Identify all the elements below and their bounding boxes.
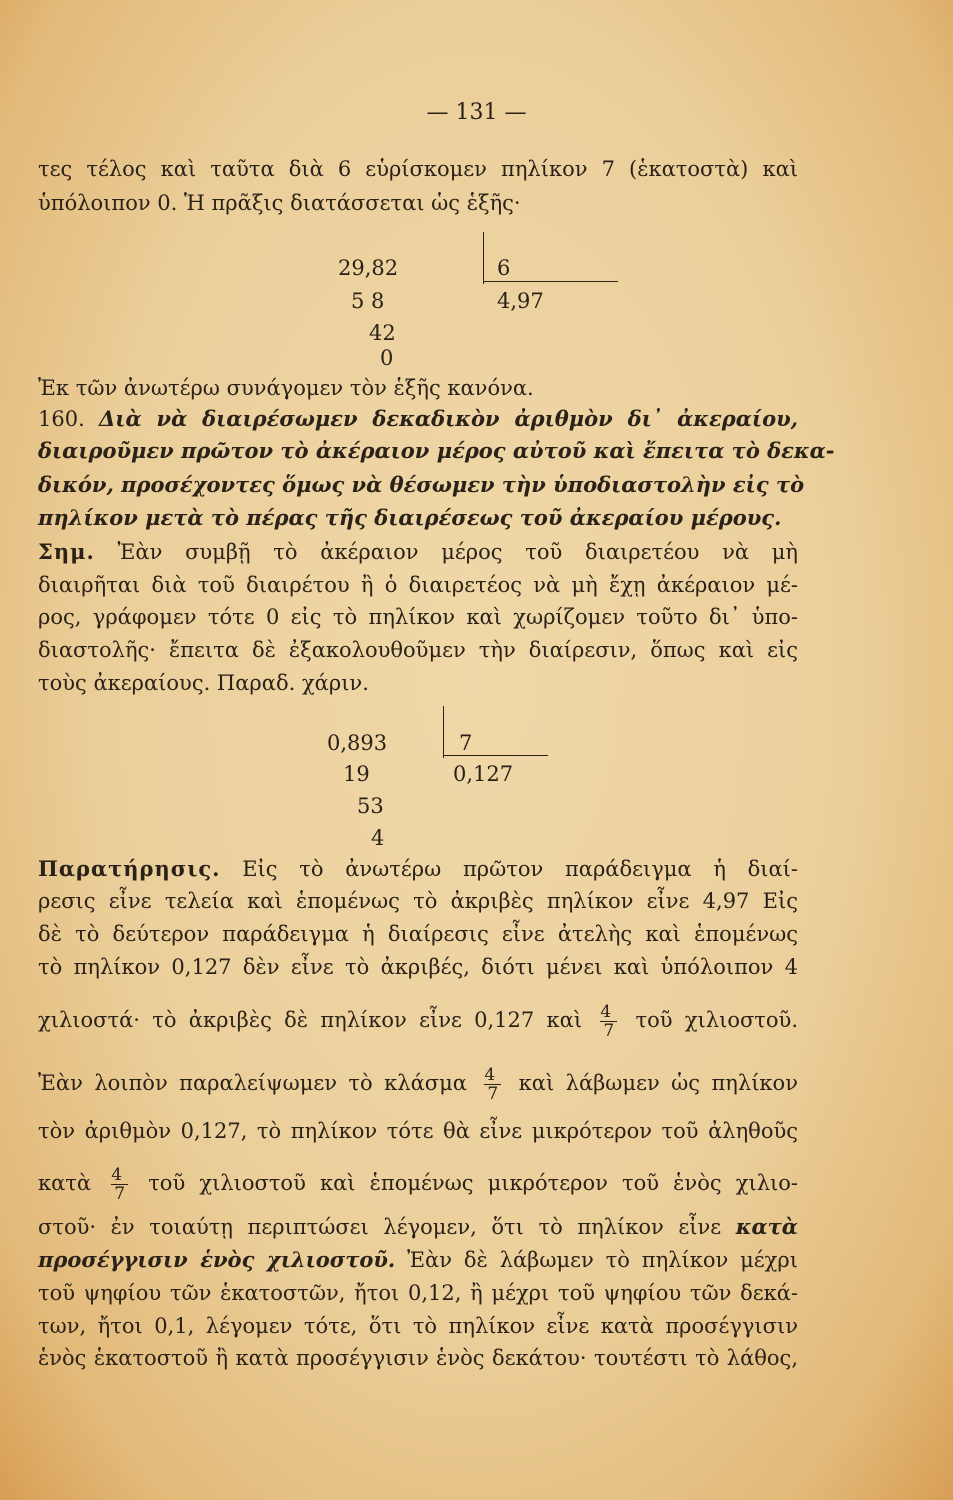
remark-label: Παρατήρησις. xyxy=(38,856,221,881)
text-span: Ἐὰν δὲ λάβωμεν τὸ πηλίκον μέχρι xyxy=(407,1248,798,1272)
divisor: 6 xyxy=(497,256,511,280)
fraction xyxy=(484,1066,501,1103)
text-span: στοῦ· ἐν τοιαύτῃ περιπτώσει λέγομεν, ὅτι τὸ πηλίκον εἶνε xyxy=(38,1215,722,1239)
text-line-with-fraction xyxy=(38,1166,798,1203)
text-line: διαιρῆται διὰ τοῦ διαιρέτου ἢ ὁ διαιρετέος νὰ μὴ ἔχῃ ἀκέραιον μέ- xyxy=(38,573,798,597)
text-line: ἑνὸς ἑκατοστοῦ ἢ κατὰ προσέγγισιν ἑνὸς δεκάτου· τουτέστι τὸ λάθος, xyxy=(38,1346,798,1370)
text-span: Διὰ νὰ διαιρέσωμεν δεκαδικὸν ἀριθμὸν δι᾽ ἀκεραίου, xyxy=(99,406,798,431)
division-rule xyxy=(443,755,548,756)
note-first-line xyxy=(38,538,798,566)
text-span: τοῦ χιλιοστοῦ καὶ ἑπομένως μικρότερον τοῦ ἑνὸς χιλιο- xyxy=(148,1171,798,1195)
text-line: τὸ πηλίκον 0,127 δὲν εἶνε τὸ ἀκριβές, διότι μένει καὶ ὑπόλοιπον 4 xyxy=(38,955,798,979)
text-line: τες τέλος καὶ ταῦτα διὰ 6 εὑρίσκομεν πηλίκον 7 (ἑκατοστὰ) καὶ xyxy=(38,157,798,181)
text-line-with-fraction xyxy=(38,1066,798,1103)
text-line: ρος, γράφομεν τότε 0 εἰς τὸ πηλίκον καὶ χωρίζομεν τοῦτο δι᾽ ὑπο- xyxy=(38,605,798,629)
paragraph-number: 160. xyxy=(38,407,85,431)
text-span: καὶ λάβωμεν ὡς πηλίκον xyxy=(518,1071,798,1095)
text-line: διαστολῆς· ἔπειτα δὲ ἐξακολουθοῦμεν τὴν διαίρεσιν, ὅπως καὶ εἰς xyxy=(38,638,798,662)
quotient: 0,127 xyxy=(453,762,514,786)
text-line xyxy=(38,1246,798,1274)
text-line: πηλίκον μετὰ τὸ πέρας τῆς διαιρέσεως τοῦ ἀκεραίου μέρους. xyxy=(38,505,782,530)
note-label: Σημ. xyxy=(38,539,95,564)
text-line xyxy=(38,1213,798,1241)
fraction-numerator: 4 xyxy=(111,1165,123,1185)
dividend: 29,82 xyxy=(338,256,399,280)
text-span: Εἰς τὸ ἀνωτέρω πρῶτον παράδειγμα ἡ διαί- xyxy=(242,857,798,881)
fraction-denominator: 7 xyxy=(111,1184,128,1203)
division-bar xyxy=(483,232,484,284)
fraction-numerator: 4 xyxy=(600,1002,612,1022)
dividend: 0,893 xyxy=(327,731,388,755)
text-line: διαιροῦμεν πρῶτον τὸ ἀκέραιον μέρος αὐτοῦ καὶ ἔπειτα τὸ δεκα- xyxy=(38,438,835,463)
text-line: τὸν ἀριθμὸν 0,127, τὸ πηλίκον τότε θὰ εἶνε μικρότερον τοῦ ἀληθοῦς xyxy=(38,1119,798,1143)
text-line: ρεσις εἶνε τελεία καὶ ἑπομένως τὸ ἀκριβὲς πηλίκον εἶνε 4,97 Εἰς xyxy=(38,889,798,913)
text-line: τοῦ ψηφίου τῶν ἑκατοστῶν, ἤτοι 0,12, ἢ μέχρι τοῦ ψηφίου τῶν δεκά- xyxy=(38,1281,798,1305)
text-span: προσέγγισιν ἑνὸς χιλιοστοῦ. xyxy=(38,1247,396,1272)
text-span: κατὰ xyxy=(38,1171,92,1195)
text-line: των, ἤτοι 0,1, λέγομεν τότε, ὅτι τὸ πηλίκον εἶνε κατὰ προσέγγισιν xyxy=(38,1314,798,1338)
division-bar xyxy=(443,706,444,758)
text-line: Ἐκ τῶν ἀνωτέρω συνάγομεν τὸν ἑξῆς κανόνα. xyxy=(38,376,534,400)
text-line: δὲ τὸ δεύτερον παράδειγμα ἡ διαίρεσις εἶνε ἀτελὴς καὶ ἑπομένως xyxy=(38,922,798,946)
fraction xyxy=(111,1166,128,1203)
text-line: δικόν, προσέχοντες ὅμως νὰ θέσωμεν τὴν ὑποδιαστολὴν εἰς τὸ xyxy=(38,472,805,497)
remainder: 19 xyxy=(343,762,370,786)
remainder: 53 xyxy=(357,794,384,818)
remainder: 42 xyxy=(369,321,396,345)
page-number: — 131 — xyxy=(426,100,527,125)
text-span: Ἐὰν συμβῇ τὸ ἀκέραιον μέρος τοῦ διαιρετέου νὰ μὴ xyxy=(117,540,798,564)
fraction xyxy=(600,1003,617,1040)
text-line: ὑπόλοιπον 0. Ἡ πρᾶξις διατάσσεται ὡς ἑξῆς· xyxy=(38,191,521,215)
remainder: 5 8 xyxy=(351,289,385,313)
fraction-denominator: 7 xyxy=(600,1021,617,1040)
text-line: τοὺς ἀκεραίους. Παραδ. χάριν. xyxy=(38,671,369,695)
divisor: 7 xyxy=(459,731,473,755)
text-span: Ἐὰν λοιπὸν παραλείψωμεν τὸ κλάσμα xyxy=(38,1071,467,1095)
rule-160 xyxy=(38,405,798,433)
remark-first-line xyxy=(38,855,798,883)
text-line-with-fraction xyxy=(38,1003,798,1040)
remainder: 0 xyxy=(380,346,394,370)
division-rule xyxy=(483,281,618,282)
quotient: 4,97 xyxy=(497,289,544,313)
fraction-numerator: 4 xyxy=(484,1065,496,1085)
remainder: 4 xyxy=(371,826,385,850)
text-span: χιλιοστά· τὸ ἀκριβὲς δὲ πηλίκον εἶνε 0,127 καὶ xyxy=(38,1008,583,1032)
text-span: κατὰ xyxy=(735,1214,798,1239)
fraction-denominator: 7 xyxy=(484,1084,501,1103)
text-span: τοῦ χιλιοστοῦ. xyxy=(635,1008,798,1032)
